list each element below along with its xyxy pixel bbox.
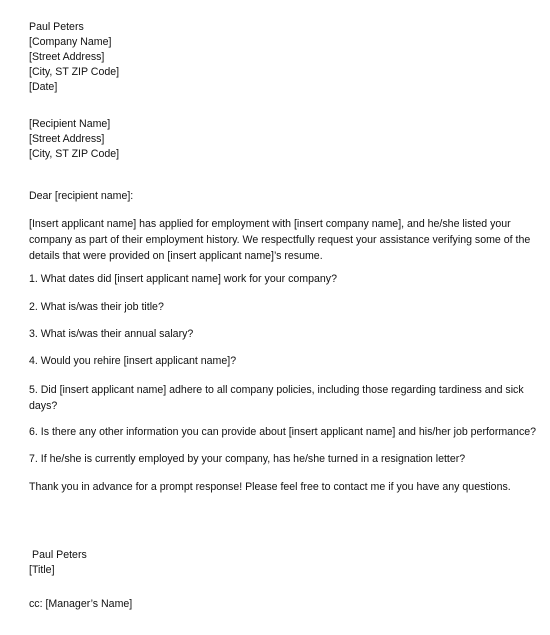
question-6: 6. Is there any other information you can provide about [insert applicant name] and his/her job performance? bbox=[29, 426, 537, 438]
signature-name: Paul Peters bbox=[32, 549, 87, 561]
recipient-city: [City, ST ZIP Code] bbox=[29, 148, 120, 160]
sender-company: [Company Name] bbox=[29, 36, 112, 48]
closing-paragraph: Thank you in advance for a prompt response! Please feel free to contact me if you have any questions. bbox=[29, 481, 511, 493]
salutation: Dear [recipient name]: bbox=[29, 190, 134, 202]
question-2: 2. What is/was their job title? bbox=[29, 301, 164, 313]
sender-city: [City, ST ZIP Code] bbox=[29, 66, 120, 78]
cc-line: cc: [Manager’s Name] bbox=[29, 598, 133, 610]
recipient-name: [Recipient Name] bbox=[29, 118, 111, 130]
intro-paragraph bbox=[29, 216, 529, 264]
question-1: 1. What dates did [insert applicant name] work for your company? bbox=[29, 273, 337, 285]
question-5-line: 5. Did [insert applicant name] adhere to all company policies, including those regarding tardiness and sick bbox=[29, 384, 524, 396]
question-3: 3. What is/was their annual salary? bbox=[29, 328, 194, 340]
intro-line: details that were provided on [insert applicant name]’s resume. bbox=[29, 250, 323, 262]
question-4: 4. Would you rehire [insert applicant name]? bbox=[29, 355, 237, 367]
intro-line: [Insert applicant name] has applied for employment with [insert company name], and he/she listed your bbox=[29, 218, 511, 230]
sender-street: [Street Address] bbox=[29, 51, 105, 63]
letter-date: [Date] bbox=[29, 81, 58, 93]
question-5-line: days? bbox=[29, 400, 58, 412]
recipient-street: [Street Address] bbox=[29, 133, 105, 145]
sender-name: Paul Peters bbox=[29, 21, 84, 33]
signature-title: [Title] bbox=[29, 564, 55, 576]
question-5 bbox=[29, 382, 529, 414]
intro-line: company as part of their employment history. We respectfully request your assistance verifying some of the bbox=[29, 234, 531, 246]
question-7: 7. If he/she is currently employed by your company, has he/she turned in a resignation letter? bbox=[29, 453, 466, 465]
